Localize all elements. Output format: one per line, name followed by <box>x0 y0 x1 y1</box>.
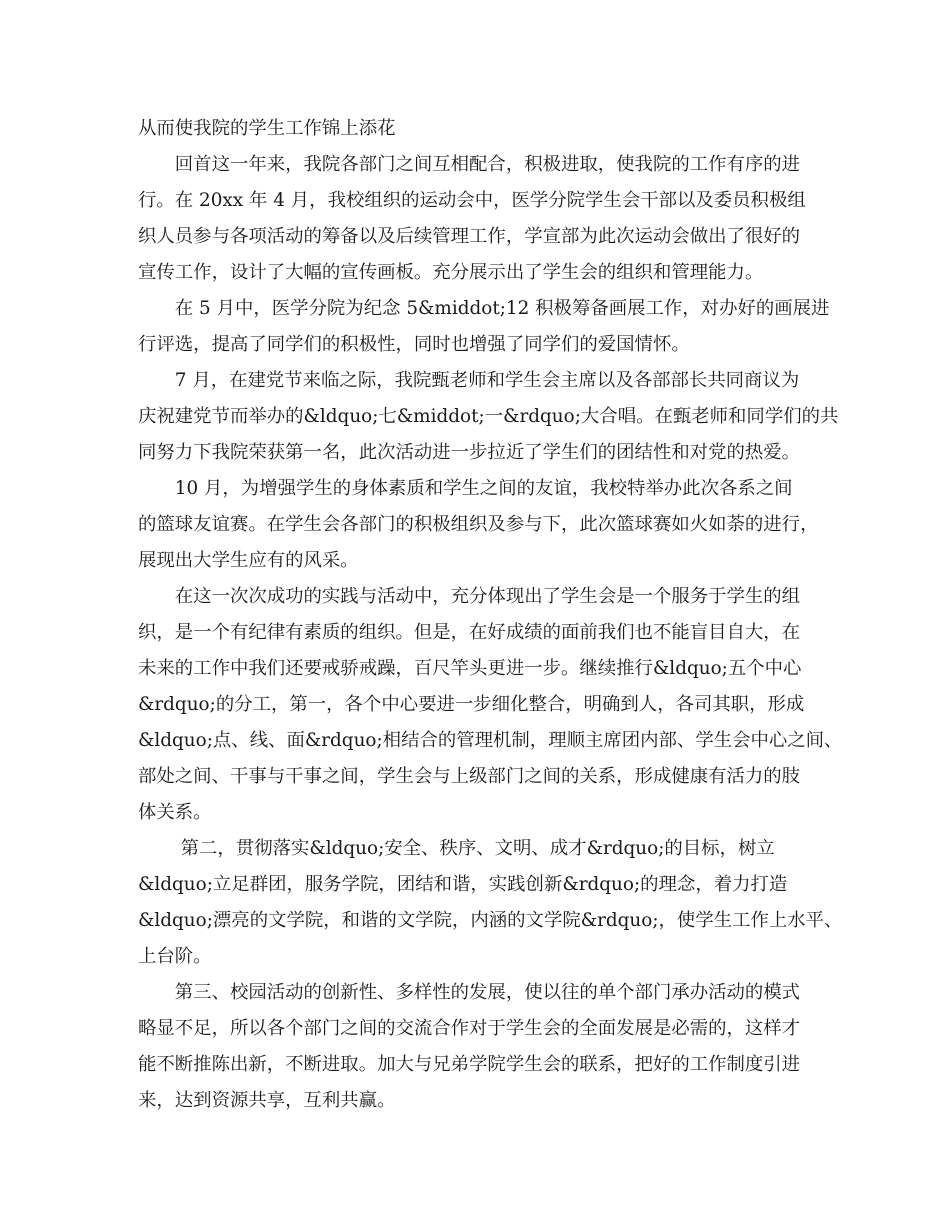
text-line: 能不断推陈出新，不断进取。加大与兄弟学院学生会的联系，把好的工作制度引进 <box>138 1054 801 1075</box>
text-line: 庆祝建党节而举办的&ldquo;七&middot;一&rdquo;大合唱。在甄老师和同学们的共 <box>138 406 839 427</box>
text-line: 略显不足，所以各个部门之间的交流合作对于学生会的全面发展是必需的，这样才 <box>138 1018 801 1039</box>
paragraph-continuation <box>138 111 814 147</box>
text-line: 的篮球友谊赛。在学生会各部门的积极组织及参与下，此次篮球赛如火如荼的进行， <box>138 514 819 535</box>
text-line: 10 月，为增强学生的身体素质和学生之间的友谊，我校特举办此次各系之间 <box>138 478 793 499</box>
text-line: 行。在 20xx 年 4 月，我校组织的运动会中，医学分院学生会干部以及委员积极组 <box>138 190 806 211</box>
text-line: 回首这一年来，我院各部门之间互相配合，积极进取，使我院的工作有序的进 <box>138 154 801 175</box>
text-line: 未来的工作中我们还要戒骄戒躁，百尺竿头更进一步。继续推行&ldquo;五个中心 <box>138 658 802 679</box>
document-body <box>138 111 843 1119</box>
paragraph-may <box>138 291 830 363</box>
text-line: 宣传工作，设计了大幅的宣传画板。充分展示出了学生会的组织和管理能力。 <box>138 262 764 283</box>
text-line: &ldquo;漂亮的文学院，和谐的文学院，内涵的文学院&rdquo;，使学生工作上水平、 <box>138 910 843 931</box>
text-line: 同努力下我院荣获第一名，此次活动进一步拉近了学生们的团结性和对党的热爱。 <box>138 442 801 463</box>
text-line: 部处之间、干事与干事之间，学生会与上级部门之间的关系，形成健康有活力的肢 <box>138 766 801 787</box>
text-line: 第二，贯彻落实&ldquo;安全、秩序、文明、成才&rdquo;的目标，树立 <box>138 838 775 859</box>
text-line: 展现出大学生应有的风采。 <box>138 550 359 571</box>
text-line: 织人员参与各项活动的筹备以及后续管理工作，学宣部为此次运动会做出了很好的 <box>138 226 801 247</box>
text-line: 在 5 月中，医学分院为纪念 5&middot;12 积极筹备画展工作，对办好的画展进 <box>138 298 830 319</box>
text-line: 织，是一个有纪律有素质的组织。但是，在好成绩的面前我们也不能盲目自大，在 <box>138 622 801 643</box>
paragraph-second <box>138 831 843 975</box>
text-line: 在这一次次成功的实践与活动中，充分体现出了学生会是一个服务于学生的组 <box>138 586 801 607</box>
text-line: 来，达到资源共享，互利共赢。 <box>138 1090 396 1111</box>
text-line: &rdquo;的分工，第一，各个中心要进一步细化整合，明确到人，各司其职，形成 <box>138 694 805 715</box>
text-line: &ldquo;点、线、面&rdquo;相结合的管理机制，理顺主席团内部、学生会中心之间、 <box>138 730 843 751</box>
text-line: 上台阶。 <box>138 946 212 967</box>
text-line: 体关系。 <box>138 802 212 823</box>
text-line: &ldquo;立足群团，服务学院，团结和谐，实践创新&rdquo;的理念，着力打造 <box>138 874 788 895</box>
text-line: 从而使我院的学生工作锦上添花 <box>138 118 396 139</box>
paragraph-third <box>138 975 814 1119</box>
text-line: 第三、校园活动的创新性、多样性的发展，使以往的单个部门承办活动的模式 <box>138 982 801 1003</box>
text-line: 行评选，提高了同学们的积极性，同时也增强了同学们的爱国情怀。 <box>138 334 690 355</box>
paragraph-year-review <box>138 147 814 291</box>
paragraph-reflection <box>138 579 843 831</box>
text-line: 7 月，在建党节来临之际，我院甄老师和学生会主席以及各部部长共同商议为 <box>138 370 800 391</box>
paragraph-october <box>138 471 819 579</box>
paragraph-july <box>138 363 839 471</box>
